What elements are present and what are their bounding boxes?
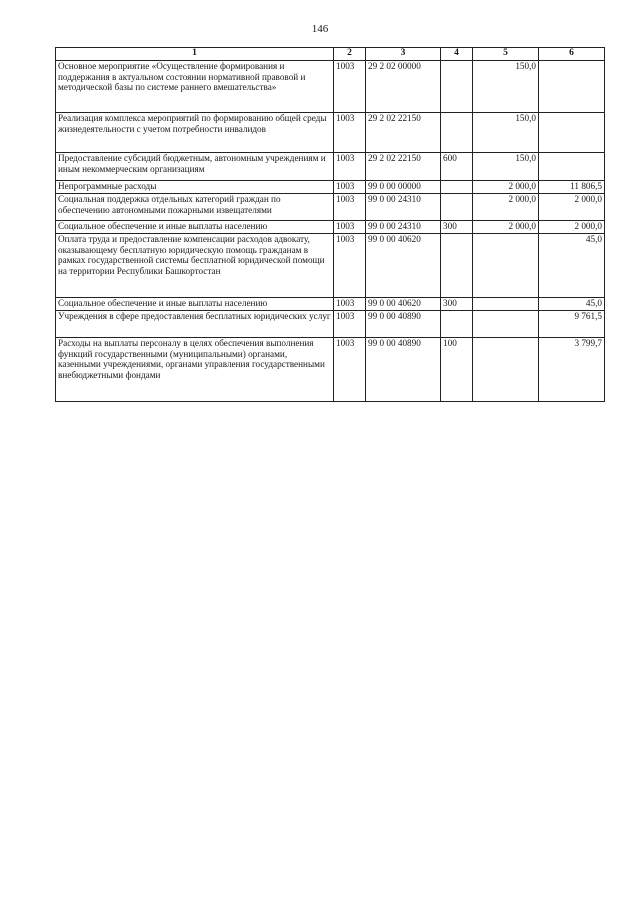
row-section: 1003 bbox=[334, 221, 366, 234]
table-row bbox=[56, 153, 605, 181]
table-body bbox=[56, 61, 605, 402]
table-row bbox=[56, 61, 605, 113]
row-name: Реализация комплекса мероприятий по формированию общей среды жизнедеятельности с учетом потребности инвалидов bbox=[56, 113, 334, 153]
row-section: 1003 bbox=[334, 181, 366, 194]
row-article: 99 0 00 40620 bbox=[366, 234, 441, 298]
header-col-2: 2 bbox=[334, 48, 366, 61]
row-expense-type: 300 bbox=[441, 221, 473, 234]
header-col-1: 1 bbox=[56, 48, 334, 61]
row-sum-col6 bbox=[539, 153, 605, 181]
header-col-5: 5 bbox=[473, 48, 539, 61]
row-sum-col5: 150,0 bbox=[473, 153, 539, 181]
table-row bbox=[56, 298, 605, 311]
row-section: 1003 bbox=[334, 61, 366, 113]
row-name: Социальное обеспечение и иные выплаты населению bbox=[56, 298, 334, 311]
row-sum-col5 bbox=[473, 298, 539, 311]
row-expense-type: 100 bbox=[441, 338, 473, 402]
row-name: Социальная поддержка отдельных категорий граждан по обеспечению автономными пожарными извещателями bbox=[56, 194, 334, 221]
row-article: 99 0 00 40890 bbox=[366, 311, 441, 338]
row-sum-col6: 45,0 bbox=[539, 234, 605, 298]
row-sum-col6 bbox=[539, 113, 605, 153]
table-row bbox=[56, 338, 605, 402]
row-sum-col5: 150,0 bbox=[473, 113, 539, 153]
row-section: 1003 bbox=[334, 234, 366, 298]
row-name: Учреждения в сфере предоставления бесплатных юридических услуг bbox=[56, 311, 334, 338]
row-section: 1003 bbox=[334, 338, 366, 402]
header-col-3: 3 bbox=[366, 48, 441, 61]
row-article: 29 2 02 22150 bbox=[366, 153, 441, 181]
table-row bbox=[56, 194, 605, 221]
row-section: 1003 bbox=[334, 153, 366, 181]
row-expense-type: 600 bbox=[441, 153, 473, 181]
row-expense-type bbox=[441, 311, 473, 338]
row-sum-col6: 2 000,0 bbox=[539, 221, 605, 234]
row-expense-type bbox=[441, 181, 473, 194]
row-article: 99 0 00 24310 bbox=[366, 221, 441, 234]
page-number: 146 bbox=[311, 23, 329, 35]
row-name: Основное мероприятие «Осуществление формирования и поддержания в актуальном состоянии нормативной правовой и методической базы по системе раннего вмешательства» bbox=[56, 61, 334, 113]
row-section: 1003 bbox=[334, 194, 366, 221]
row-sum-col5 bbox=[473, 311, 539, 338]
row-expense-type bbox=[441, 113, 473, 153]
table-row bbox=[56, 234, 605, 298]
row-section: 1003 bbox=[334, 311, 366, 338]
table-header bbox=[56, 48, 605, 61]
row-sum-col6: 9 761,5 bbox=[539, 311, 605, 338]
row-name: Оплата труда и предоставление компенсации расходов адвокату, оказывающему бесплатную юридическую помощь гражданам в рамках государственной системы бесплатной юридической помощи на территории Республики Башкортостан bbox=[56, 234, 334, 298]
row-name: Непрограммные расходы bbox=[56, 181, 334, 194]
row-article: 99 0 00 00000 bbox=[366, 181, 441, 194]
row-sum-col6: 11 806,5 bbox=[539, 181, 605, 194]
row-sum-col5: 150,0 bbox=[473, 61, 539, 113]
row-sum-col6 bbox=[539, 61, 605, 113]
row-sum-col6: 45,0 bbox=[539, 298, 605, 311]
row-name: Расходы на выплаты персоналу в целях обеспечения выполнения функций государственными (муниципальными) органами, казенными учреждениями, органами управления государственными внебюджетными фондами bbox=[56, 338, 334, 402]
table-row bbox=[56, 221, 605, 234]
budget-table bbox=[55, 47, 605, 402]
row-sum-col6: 2 000,0 bbox=[539, 194, 605, 221]
row-sum-col5 bbox=[473, 338, 539, 402]
row-name: Социальное обеспечение и иные выплаты населению bbox=[56, 221, 334, 234]
row-sum-col5: 2 000,0 bbox=[473, 194, 539, 221]
row-sum-col6: 3 799,7 bbox=[539, 338, 605, 402]
row-expense-type bbox=[441, 61, 473, 113]
row-sum-col5: 2 000,0 bbox=[473, 181, 539, 194]
header-row bbox=[56, 48, 605, 61]
row-section: 1003 bbox=[334, 113, 366, 153]
table-row bbox=[56, 181, 605, 194]
row-article: 29 2 02 00000 bbox=[366, 61, 441, 113]
row-expense-type bbox=[441, 234, 473, 298]
header-col-4: 4 bbox=[441, 48, 473, 61]
row-article: 99 0 00 40890 bbox=[366, 338, 441, 402]
row-article: 99 0 00 40620 bbox=[366, 298, 441, 311]
row-section: 1003 bbox=[334, 298, 366, 311]
table-row bbox=[56, 311, 605, 338]
row-article: 29 2 02 22150 bbox=[366, 113, 441, 153]
row-article: 99 0 00 24310 bbox=[366, 194, 441, 221]
row-expense-type bbox=[441, 194, 473, 221]
row-expense-type: 300 bbox=[441, 298, 473, 311]
table-row bbox=[56, 113, 605, 153]
row-sum-col5: 2 000,0 bbox=[473, 221, 539, 234]
row-sum-col5 bbox=[473, 234, 539, 298]
row-name: Предоставление субсидий бюджетным, автономным учреждениям и иным некоммерческим организациям bbox=[56, 153, 334, 181]
header-col-6: 6 bbox=[539, 48, 605, 61]
